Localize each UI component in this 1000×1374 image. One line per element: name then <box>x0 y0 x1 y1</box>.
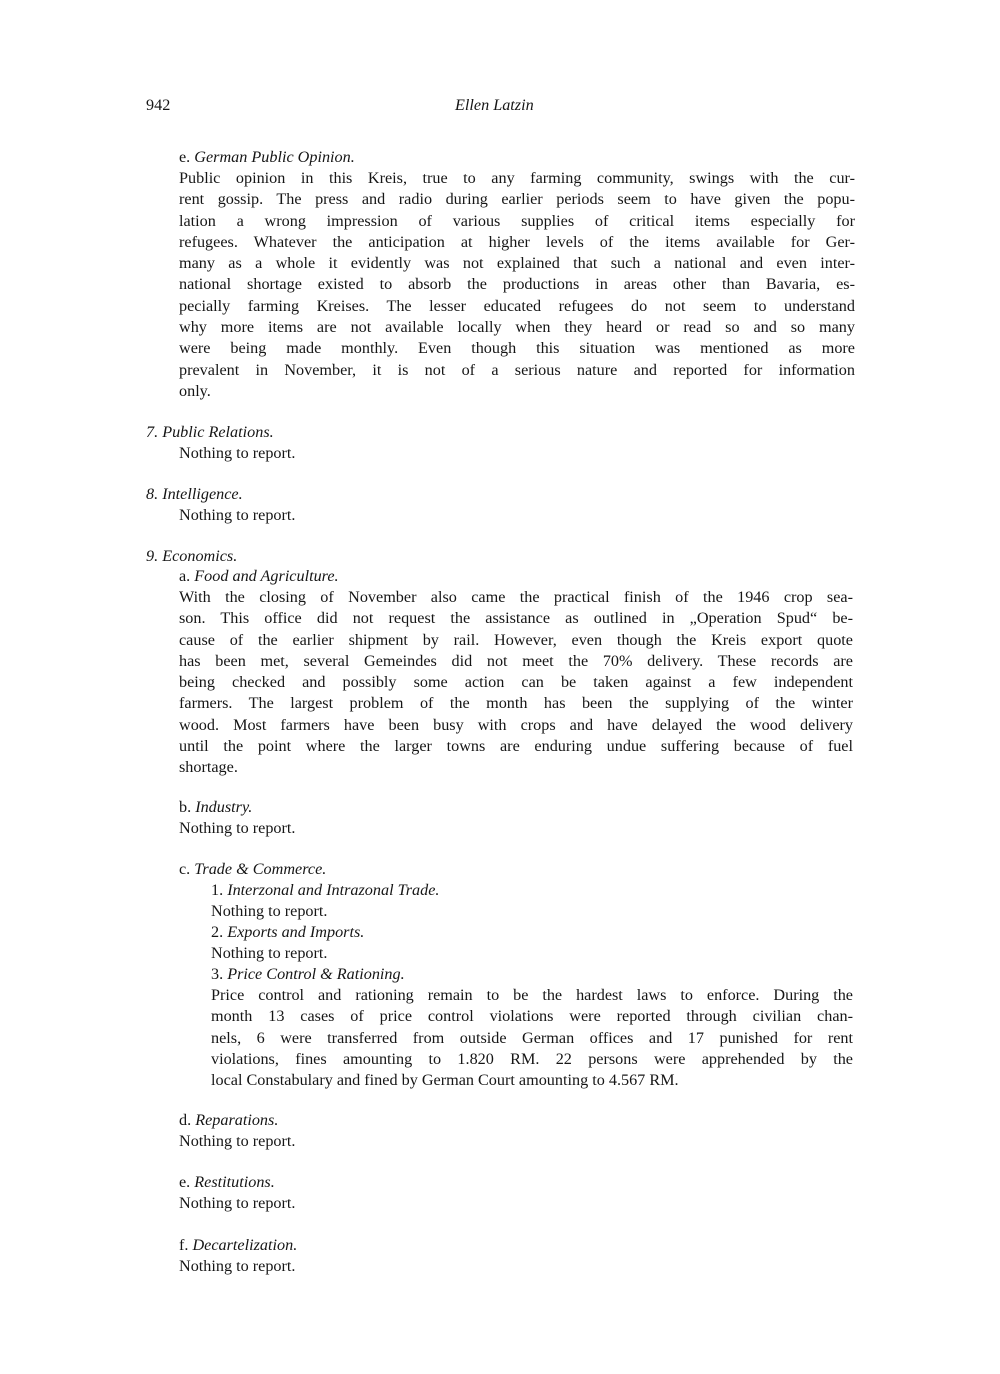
section-9c2-prefix: 2. <box>211 923 228 941</box>
text-line: many as a whole it evidently was not explained that such a national and even inter- <box>179 254 855 273</box>
section-8-title: 8. Intelligence. <box>146 485 243 503</box>
section-9d-body: Nothing to report. <box>179 1132 296 1150</box>
section-9c3-paragraph <box>211 985 853 1091</box>
text-line: shortage. <box>179 758 238 777</box>
page-number: 942 <box>146 96 171 114</box>
section-9b-prefix: b. <box>179 798 196 816</box>
section-9c1-heading <box>211 880 439 901</box>
section-9c2-heading <box>211 922 364 943</box>
section-9e-heading <box>179 1172 275 1193</box>
section-9d-title: Reparations. <box>195 1111 279 1129</box>
section-9f-body: Nothing to report. <box>179 1257 296 1275</box>
text-line: local Constabulary and fined by German Court amounting to 4.567 RM. <box>211 1071 679 1090</box>
section-9d-prefix: d. <box>179 1111 196 1129</box>
section-9a-heading <box>179 566 339 587</box>
section-7-title: 7. Public Relations. <box>146 423 274 441</box>
text-line: son. This office did not request the assistance as outlined in „Operation Spud“ be- <box>179 609 853 628</box>
section-9b-title: Industry. <box>195 798 253 816</box>
section-9c-prefix: c. <box>179 860 195 878</box>
section-9c3-title: Price Control & Rationing. <box>227 965 405 983</box>
section-e-heading <box>179 147 355 168</box>
text-line: nels, 6 were transferred from outside German offices and 17 punished for rent <box>211 1028 853 1047</box>
section-e-title: German Public Opinion. <box>194 148 355 166</box>
section-9a-title: Food and Agriculture. <box>194 567 339 585</box>
section-e-paragraph <box>179 168 855 402</box>
text-line: until the point where the larger towns are enduring undue suffering because of fuel <box>179 737 853 756</box>
section-e-prefix: e. <box>179 148 195 166</box>
section-7-body: Nothing to report. <box>179 444 296 462</box>
section-8-body: Nothing to report. <box>179 506 296 524</box>
section-9c-heading <box>179 859 326 880</box>
section-9c2-body: Nothing to report. <box>211 944 328 962</box>
text-line: cause of the earlier shipment by rail. However, even though the Kreis export quote <box>179 630 853 649</box>
section-9f-prefix: f. <box>179 1236 193 1254</box>
section-9e-prefix: e. <box>179 1173 195 1191</box>
text-line: national shortage existed to absorb the productions in areas other than Bavaria, es- <box>179 275 855 294</box>
text-line: being checked and possibly some action can be taken against a few independent <box>179 673 853 692</box>
section-9c3-prefix: 3. <box>211 965 228 983</box>
section-9c2-title: Exports and Imports. <box>227 923 365 941</box>
text-line: Price control and rationing remain to be the hardest laws to enforce. During the <box>211 986 853 1004</box>
text-line: Public opinion in this Kreis, true to any farming community, swings with the cur- <box>179 169 855 187</box>
text-line: has been met, several Gemeindes did not meet the 70% delivery. These records are <box>179 651 853 670</box>
text-line: rent gossip. The press and radio during earlier periods seem to have given the popu- <box>179 190 855 209</box>
text-line: only. <box>179 381 211 400</box>
section-9c1-prefix: 1. <box>211 881 228 899</box>
section-9-title: 9. Economics. <box>146 547 238 565</box>
section-9b-heading <box>179 797 252 818</box>
text-line: violations, fines amounting to 1.820 RM. 22 persons were apprehended by the <box>211 1049 853 1068</box>
text-line: month 13 cases of price control violations were reported through civilian chan- <box>211 1007 853 1026</box>
text-line: were being made monthly. Even though this situation was mentioned as more <box>179 339 855 358</box>
section-9b-body: Nothing to report. <box>179 819 296 837</box>
section-9e-body: Nothing to report. <box>179 1194 296 1212</box>
section-9e-title: Restitutions. <box>194 1173 275 1191</box>
text-line: pecially farming Kreises. The lesser educated refugees do not seem to understand <box>179 296 855 315</box>
section-9c3-heading <box>211 964 405 985</box>
section-9c1-body: Nothing to report. <box>211 902 328 920</box>
text-line: lation a wrong impression of various supplies of critical items especially for <box>179 211 855 230</box>
section-9a-prefix: a. <box>179 567 195 585</box>
section-9d-heading <box>179 1110 278 1131</box>
text-line: refugees. Whatever the anticipation at higher levels of the items available for Ger- <box>179 232 855 251</box>
section-9c-title: Trade & Commerce. <box>194 860 327 878</box>
section-9f-title: Decartelization. <box>192 1236 298 1254</box>
text-line: With the closing of November also came the practical finish of the 1946 crop sea- <box>179 588 853 606</box>
section-9a-paragraph <box>179 587 853 779</box>
running-head-author: Ellen Latzin <box>455 96 534 114</box>
text-line: wood. Most farmers have been busy with crops and have delayed the wood delivery <box>179 715 853 734</box>
text-line: farmers. The largest problem of the month has been the supplying of the winter <box>179 694 853 713</box>
section-9f-heading <box>179 1235 297 1256</box>
section-9c1-title: Interzonal and Intrazonal Trade. <box>227 881 440 899</box>
text-line: prevalent in November, it is not of a serious nature and reported for information <box>179 360 855 379</box>
text-line: why more items are not available locally when they heard or read so and so many <box>179 318 855 337</box>
